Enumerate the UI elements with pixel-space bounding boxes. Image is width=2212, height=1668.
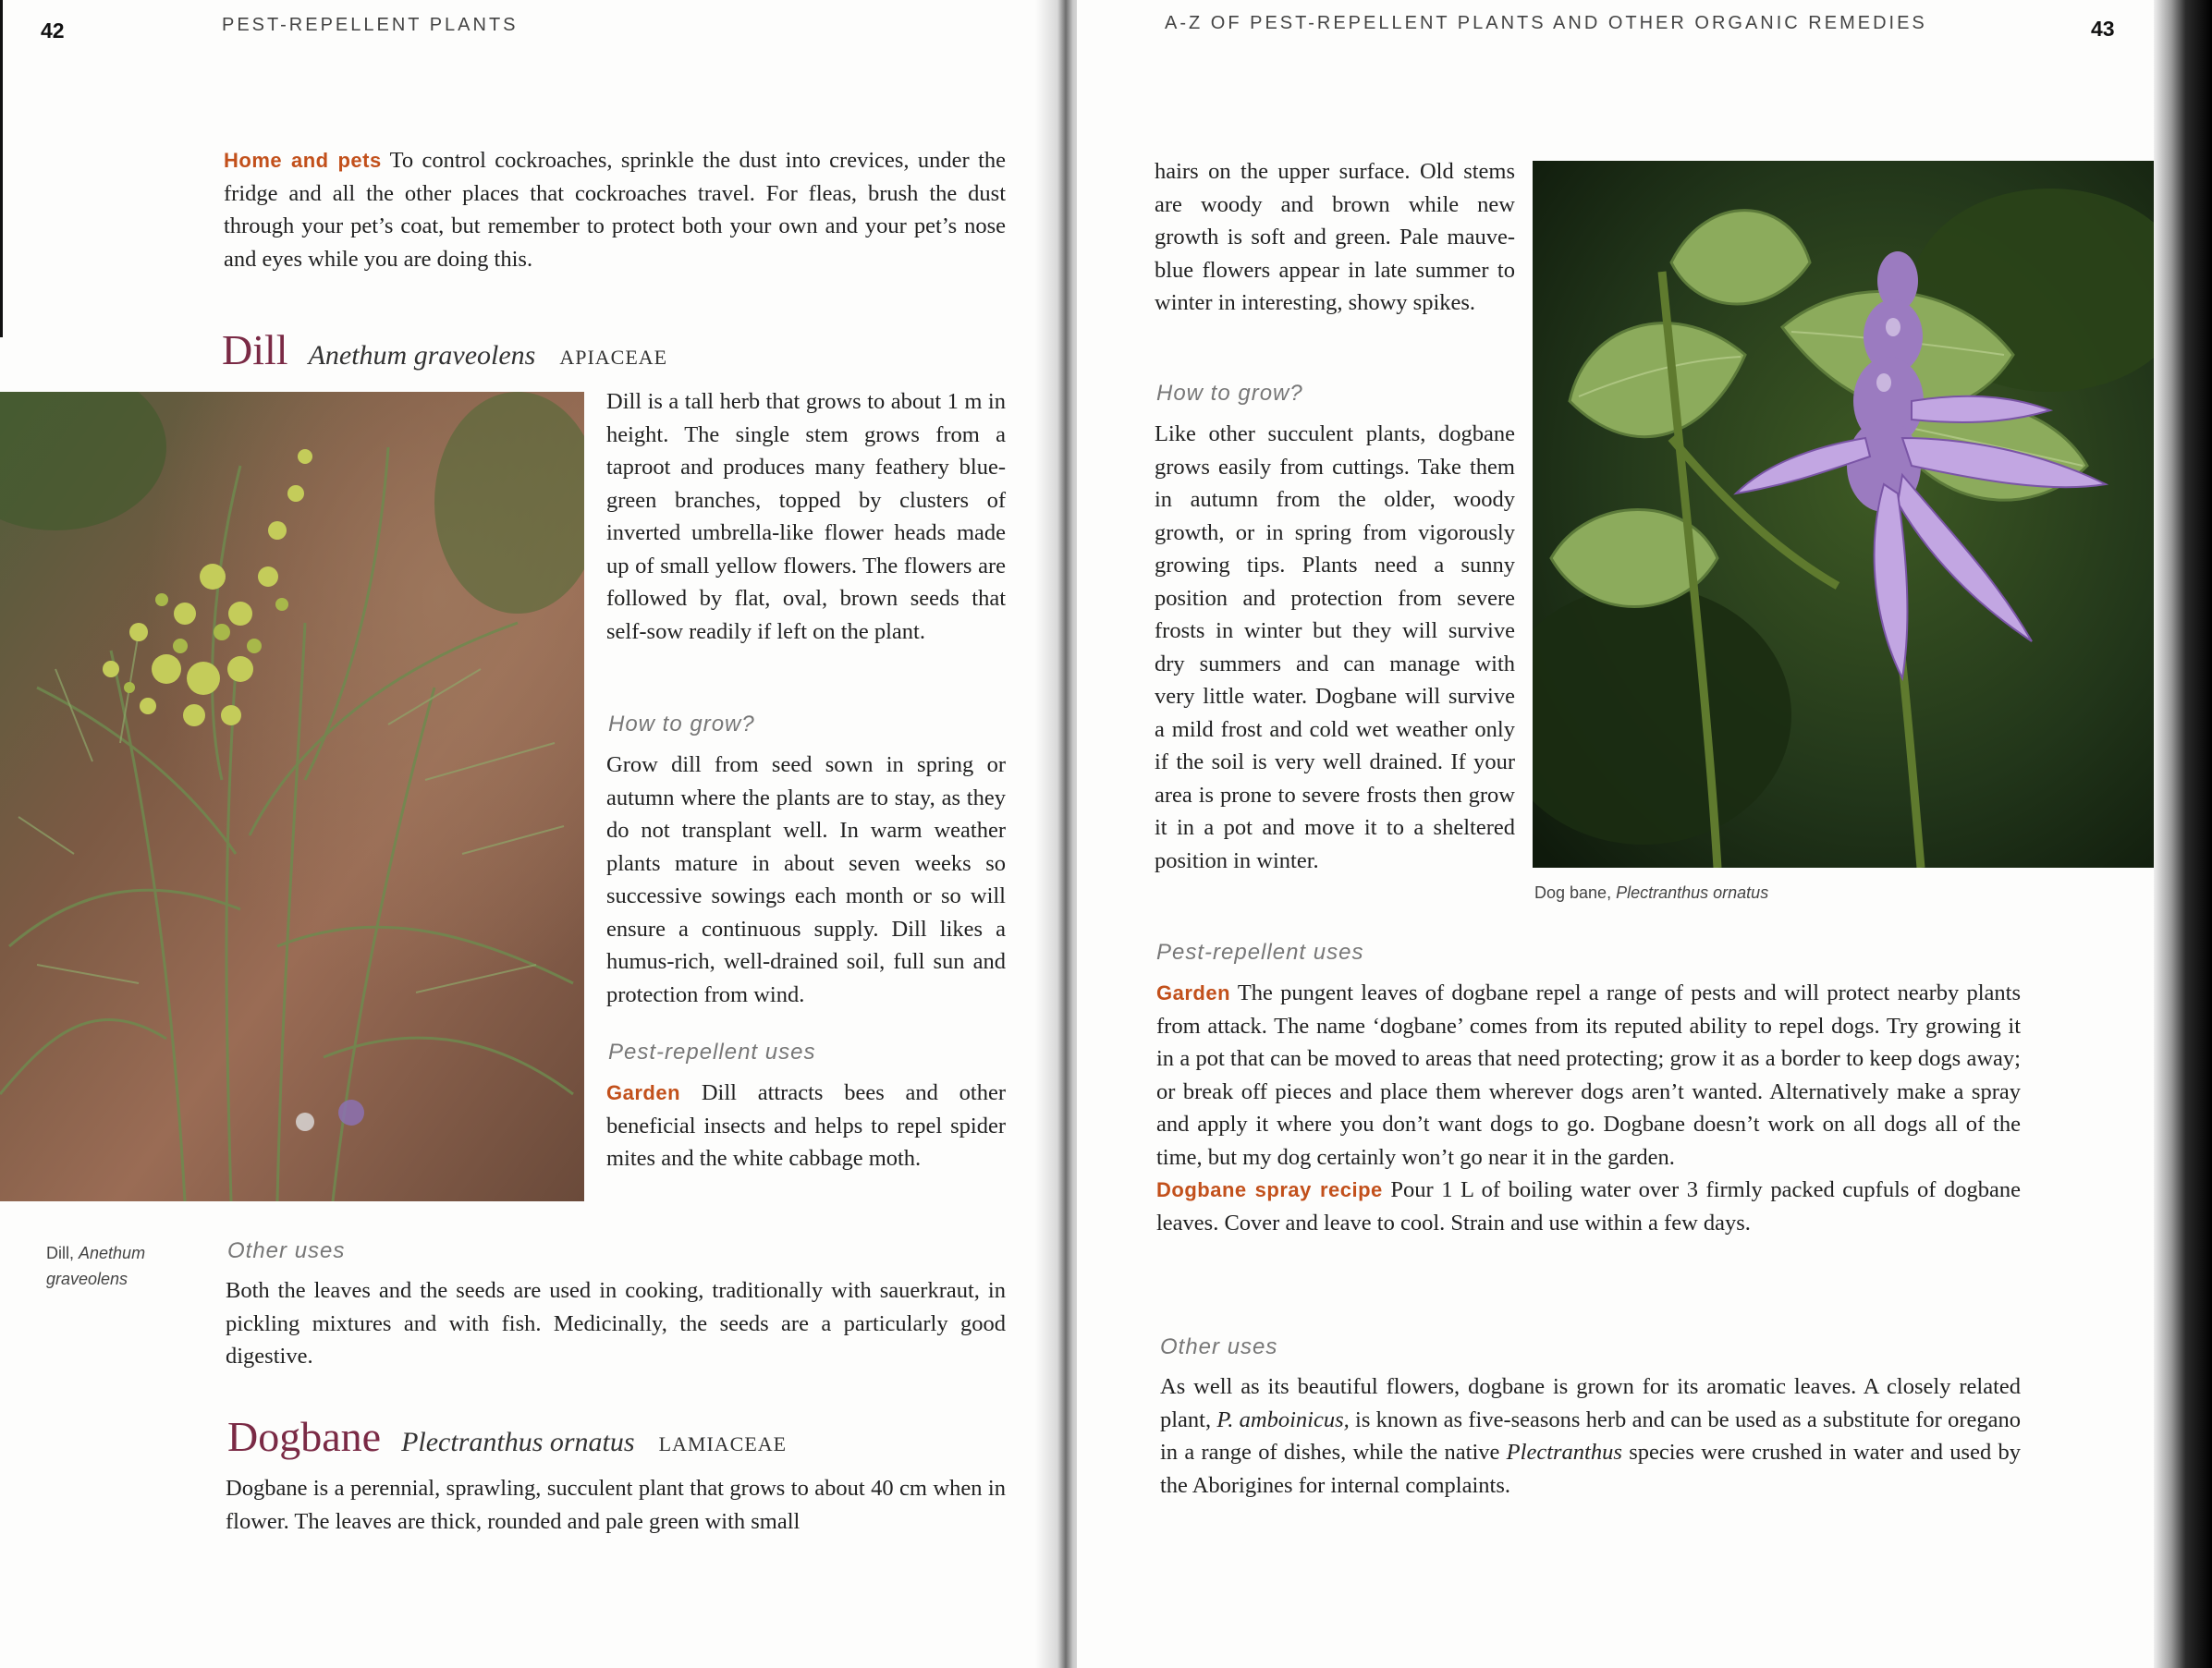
left-page (0, 0, 1063, 1668)
dill-heading (222, 325, 667, 374)
dogbane-spray-text: Pour 1 L of boiling water over 3 firmly packed cupfuls of dogbane leaves. Cover and leave to cool. Strain and use within a few days. (1156, 1177, 2021, 1236)
dogbane-caption-latin: Plectranthus ornatus (1616, 883, 1769, 902)
dogbane-other-italic-2: Plectranthus (1506, 1440, 1622, 1465)
dogbane-how-to-grow-heading: How to grow? (1156, 381, 1303, 406)
dogbane-other-text-2: is known as five-seasons herb and can be used as a substitute for oregano in a range of dishes, while the native (1160, 1406, 2022, 1465)
running-head: PEST-REPELLENT PLANTS (222, 15, 519, 35)
dill-other-uses-heading: Other uses (227, 1238, 346, 1263)
dogbane-caption-common: Dog bane, (1534, 883, 1612, 902)
dill-garden-paragraph (606, 1077, 1006, 1175)
dill-garden-lead: Garden (606, 1081, 681, 1104)
dogbane-pest-heading: Pest-repellent uses (1156, 940, 1364, 965)
dill-how-to-grow-text: Grow dill from seed sown in spring or autumn where the plants are to stay, as they do not transplant well. In warm weather plants mature in about seven weeks so successive sowings each month or so will ensure a continuous supply. Dill likes a humus-rich, well-drained soil, full sun and protection from wind. (606, 752, 1006, 1007)
dogbane-other-text-3: species were crushed in water and used by the Aborigines for internal complaints. (1160, 1440, 2021, 1498)
dill-family: APIACEAE (559, 346, 668, 369)
dill-how-to-grow-heading: How to grow? (608, 712, 755, 737)
dill-caption-latin: Anethum graveolens (46, 1244, 146, 1288)
dogbane-garden-text: The pungent leaves of dogbane repel a range of pests and will protect nearby plants from attack. The name ‘dogbane’ comes from its reputed ability to repel dogs. Try growing it in a pot that can be moved to areas that need protecting; grow it as a border to keep dogs away; or break off pieces and place them wherever dogs aren’t wanted. Alternatively make a spray and apply it where you don’t want dogs to go. Dogbane doesn’t work on all dogs all of the time, but my dog certainly won’t go near it in the garden. (1156, 980, 2021, 1170)
page-number: 42 (41, 18, 65, 43)
dill-garden-text: Dill attracts bees and other beneficial insects and helps to repel spider mites and the white cabbage moth. (606, 1080, 1006, 1171)
dogbane-other-uses-paragraph (1160, 1370, 2021, 1502)
dogbane-other-italic-1: P. amboinicus, (1216, 1406, 1350, 1432)
dill-name: Dill (222, 326, 288, 373)
page-edge (2154, 0, 2212, 1668)
dogbane-other-uses-heading: Other uses (1160, 1334, 1278, 1359)
home-and-pets-text: To control cockroaches, sprinkle the dust into crevices, under the fridge and all the other places that cockroaches travel. For fleas, brush the dust through your pet’s coat, but remember to protect both your own and your pet’s nose and eyes while you are doing this. (224, 148, 1006, 272)
dill-photo (0, 392, 584, 1201)
dogbane-garden-paragraph (1156, 977, 2021, 1239)
home-and-pets-paragraph (224, 144, 1006, 275)
dogbane-heading (227, 1412, 787, 1461)
dogbane-latin-name: Plectranthus ornatus (401, 1427, 635, 1457)
right-page (1077, 0, 2168, 1668)
dogbane-garden-lead: Garden (1156, 981, 1231, 1004)
dill-latin-name: Anethum graveolens (308, 340, 536, 371)
dogbane-how-to-grow-text: Like other succulent plants, dogbane grows easily from cuttings. Take them in autumn from the older, woody growth, or in spring from vigorously growing tips. Plants need a sunny position and protection from severe frosts in winter but they will survive dry summers and can manage with very little water. Dogbane will survive a mild frost and cold wet weather only if the soil is very well drained. If your area is prone to severe frosts then grow it in a pot and move it to a sheltered position in winter. (1155, 421, 1515, 873)
dogbane-intro: Dogbane is a perennial, sprawling, succulent plant that grows to about 40 cm when in flower. The leaves are thick, rounded and pale green with small (226, 1476, 1006, 1534)
dill-caption-common: Dill, (46, 1244, 74, 1262)
dill-other-uses-text: Both the leaves and the seeds are used in cooking, traditionally with sauerkraut, in pickling mixtures and with fish. Medicinally, the seeds are a particularly good digestive. (226, 1278, 1006, 1369)
dogbane-name: Dogbane (227, 1413, 382, 1460)
dill-intro: Dill is a tall herb that grows to about 1 m in height. The single stem grows from a taproot and produces many feathery blue-green branches, topped by clusters of inverted umbrella-like flower heads made up of small yellow flowers. The flowers are followed by flat, oval, brown seeds that self-sow readily if left on the plant. (606, 389, 1006, 644)
dogbane-photo-caption (1534, 880, 1768, 906)
page-edge (0, 0, 3, 337)
page-number: 43 (2091, 17, 2115, 41)
dogbane-continued-text: hairs on the upper surface. Old stems are woody and brown while new growth is soft and green. Pale mauve-blue flowers appear in late summer to winter in interesting, showy spikes. (1155, 159, 1515, 315)
dogbane-family: LAMIACEAE (658, 1432, 788, 1455)
dogbane-spray-lead: Dogbane spray recipe (1156, 1178, 1383, 1201)
dill-pest-heading: Pest-repellent uses (608, 1040, 816, 1065)
dill-photo-caption (46, 1240, 166, 1292)
dogbane-photo (1533, 161, 2168, 868)
home-and-pets-lead: Home and pets (224, 149, 382, 172)
dogbane-other-text-1: As well as its beautiful flowers, dogbane is grown for its aromatic leaves. A closely related plant, (1160, 1374, 2021, 1432)
running-head: A-Z OF PEST-REPELLENT PLANTS AND OTHER ORGANIC REMEDIES (1165, 13, 1927, 33)
